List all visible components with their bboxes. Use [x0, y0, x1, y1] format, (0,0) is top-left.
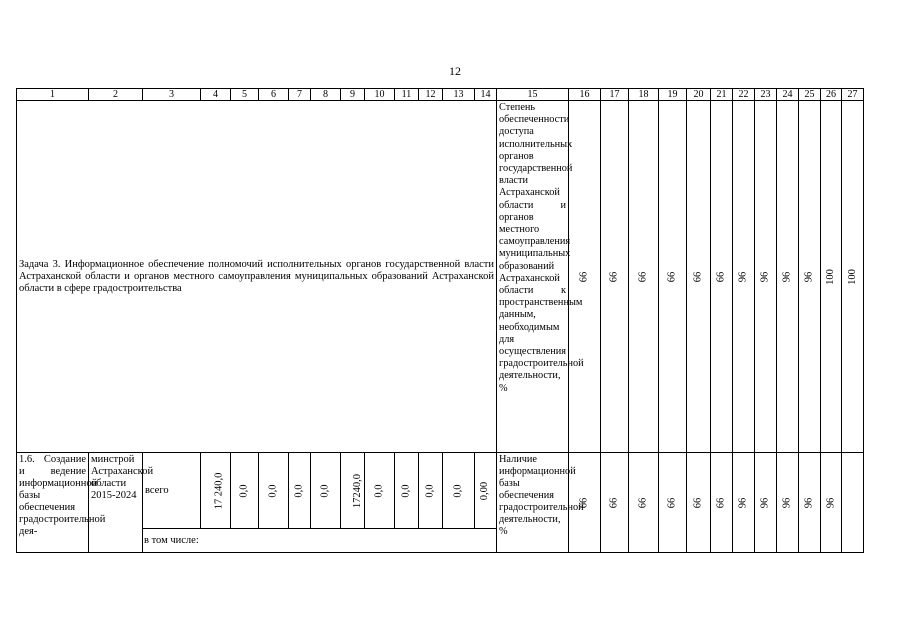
- task-value-2027: 100: [846, 268, 858, 285]
- col-18: 18: [629, 89, 659, 101]
- col-4: 4: [201, 89, 231, 101]
- activity-value-2024: 96: [781, 497, 793, 508]
- col-26: 26: [821, 89, 842, 101]
- amount-2020: 0,0: [373, 483, 385, 498]
- col-22: 22: [733, 89, 755, 101]
- activity-value-2022: 96: [737, 497, 749, 508]
- activity-value-2016: 66: [578, 497, 590, 508]
- activity-value-2025: 96: [803, 497, 815, 508]
- activity-value-2019: 66: [666, 497, 678, 508]
- task-value-2016: 66: [578, 271, 590, 282]
- col-3: 3: [143, 89, 201, 101]
- task-value-2026: 100: [825, 268, 836, 285]
- col-1: 1: [17, 89, 89, 101]
- amount-2023: 0,0: [452, 483, 464, 498]
- activity-value-2018: 66: [637, 497, 649, 508]
- task-value-2021: 66: [715, 271, 727, 282]
- page-number: 12: [449, 64, 461, 78]
- task-value-2019: 66: [666, 271, 678, 282]
- activity-value-2026: 96: [825, 497, 836, 508]
- col-25: 25: [799, 89, 821, 101]
- col-6: 6: [259, 89, 289, 101]
- amount-2018: 0,0: [319, 483, 331, 498]
- task-title: Задача 3. Информационное обеспечение полномочий исполнительных органов государственной власти Астраханской области и органов местного самоуправления муниципальных образований Астраханской области в сфере градостроительства: [17, 101, 497, 453]
- task-value-2025: 96: [803, 271, 815, 282]
- activity-value-2020: 66: [692, 497, 704, 508]
- col-8: 8: [311, 89, 341, 101]
- task-value-2018: 66: [637, 271, 649, 282]
- task-indicator: Степень обеспеченности доступа исполнительных органов государственной власти Астраханской области и органов местного самоуправления муниципальных образований Астраханской области к пространственным данным, необходимым для осуществления градостроительной деятельности, %: [497, 101, 569, 453]
- col-15: 15: [497, 89, 569, 101]
- amount-2022: 0,0: [424, 483, 436, 498]
- activity-value-2023: 96: [759, 497, 771, 508]
- amount-2016: 0,0: [267, 483, 279, 498]
- amount-total: 17 240,0: [213, 472, 225, 509]
- amount-2015: 0,0: [238, 483, 250, 498]
- col-17: 17: [601, 89, 629, 101]
- activity-executor: [89, 453, 154, 553]
- col-27: 27: [842, 89, 864, 101]
- amount-2019: 17240,0: [352, 473, 364, 508]
- activity-row: [17, 453, 864, 529]
- task-value-2022: 96: [737, 271, 749, 282]
- task-row: [17, 101, 864, 453]
- task-value-2023: 96: [759, 271, 771, 282]
- executor-name: минстрой Астраханской области: [91, 454, 154, 489]
- col-7: 7: [289, 89, 311, 101]
- executor-period: 2015-2024: [91, 490, 137, 501]
- col-16: 16: [569, 89, 601, 101]
- funding-source: всего: [143, 453, 201, 529]
- activity-value-2027: [842, 453, 864, 553]
- col-5: 5: [231, 89, 259, 101]
- col-19: 19: [659, 89, 687, 101]
- activity-value-2017: 66: [608, 497, 620, 508]
- activity-value-2021: 66: [715, 497, 727, 508]
- col-14: 14: [475, 89, 497, 101]
- col-24: 24: [777, 89, 799, 101]
- col-10: 10: [365, 89, 395, 101]
- col-13: 13: [443, 89, 475, 101]
- task-value-2020: 66: [692, 271, 704, 282]
- task-value-2017: 66: [608, 271, 620, 282]
- activity-name: 1.6. Создание и ведение информационной базы обеспечения градостроительной дея-: [17, 453, 89, 553]
- col-21: 21: [711, 89, 733, 101]
- activity-indicator: Наличие информационной базы обеспечения градостроительной деятельности, %: [497, 453, 569, 553]
- amount-2021: 0,0: [400, 483, 412, 498]
- col-12: 12: [419, 89, 443, 101]
- col-9: 9: [341, 89, 365, 101]
- program-table: [16, 88, 864, 553]
- col-2: 2: [89, 89, 143, 101]
- col-20: 20: [687, 89, 711, 101]
- amount-2017: 0,0: [293, 483, 305, 498]
- including-label: в том числе:: [143, 529, 497, 553]
- col-11: 11: [395, 89, 419, 101]
- col-23: 23: [755, 89, 777, 101]
- amount-2024: 0,00: [479, 481, 491, 500]
- column-number-row: [17, 89, 864, 101]
- task-value-2024: 96: [781, 271, 793, 282]
